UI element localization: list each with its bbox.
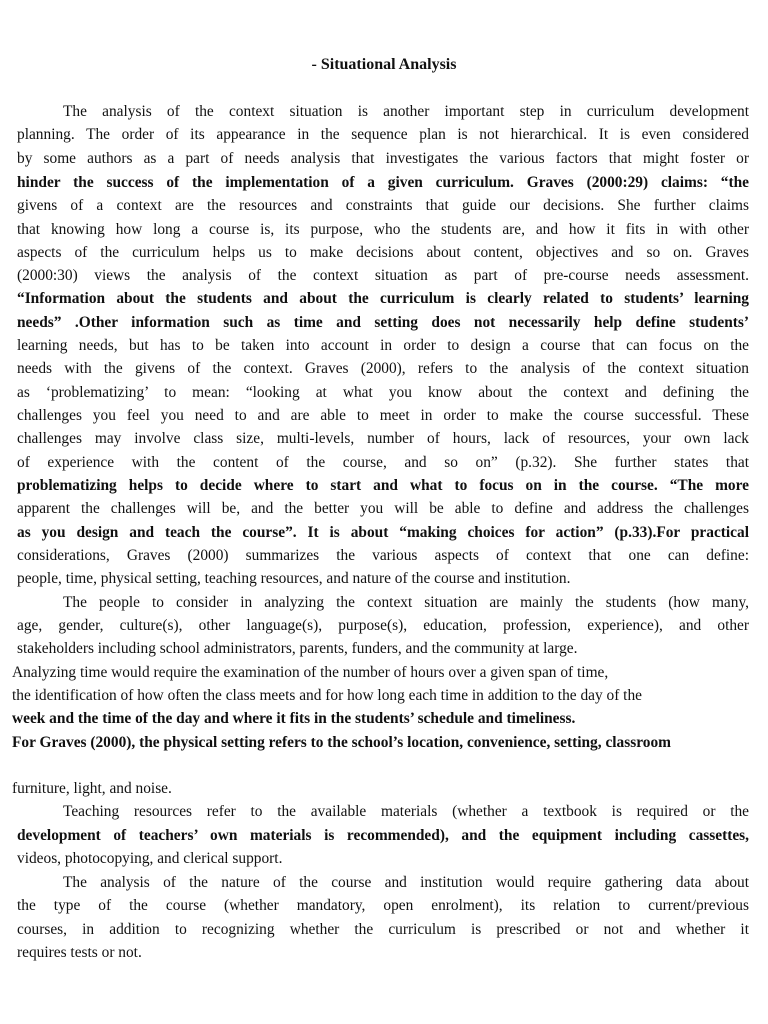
text-line: givens of a context are the resources and constraints that guide our decisions. She further claims xyxy=(17,197,749,214)
text-line: videos, photocopying, and clerical support. xyxy=(17,850,283,867)
text-line: For Graves (2000), the physical setting refers to the school’s location, convenience, setting, classroom xyxy=(12,734,671,751)
text-line: age, gender, culture(s), other language(s), purpose(s), education, profession, experience), and other xyxy=(17,617,749,634)
text-line: that knowing how long a course is, its purpose, who the students are, and how it fits in with other xyxy=(17,221,749,238)
text-line: by some authors as a part of needs analysis that investigates the various factors that might foster or xyxy=(17,150,749,167)
text-line: of experience with the content of the course, and so on” (p.32). She further states that xyxy=(17,454,749,471)
text-line: furniture, light, and noise. xyxy=(12,780,172,797)
text-line: challenges may involve class size, multi-levels, number of hours, lack of resources, your own lack xyxy=(17,430,749,447)
text-line: as ‘problematizing’ to mean: “looking at what you know about the context and defining the xyxy=(17,384,749,401)
text-line: challenges you feel you need to and are able to meet in order to make the course successful. These xyxy=(17,407,749,424)
text-line: hinder the success of the implementation of a given curriculum. Graves (2000:29) claims: “the xyxy=(17,174,749,191)
text-line: people, time, physical setting, teaching resources, and nature of the course and institution. xyxy=(17,570,571,587)
text-line: The analysis of the nature of the course and institution would require gathering data about xyxy=(63,874,749,891)
text-line: planning. The order of its appearance in the sequence plan is not hierarchical. It is even considered xyxy=(17,126,749,143)
text-line: courses, in addition to recognizing whether the curriculum is prescribed or not and whether it xyxy=(17,921,749,938)
text-line: Analyzing time would require the examination of the number of hours over a given span of time, xyxy=(12,664,609,681)
text-line: stakeholders including school administrators, parents, funders, and the community at large. xyxy=(17,640,578,657)
text-line: considerations, Graves (2000) summarizes the various aspects of context that one can define: xyxy=(17,547,749,564)
text-line: Teaching resources refer to the available materials (whether a textbook is required or the xyxy=(63,803,749,820)
text-line: needs with the givens of the context. Graves (2000), refers to the analysis of the context situation xyxy=(17,360,749,377)
text-line: needs” .Other information such as time and setting does not necessarily help define students’ xyxy=(17,314,749,331)
text-line: The people to consider in analyzing the context situation are mainly the students (how many, xyxy=(63,594,749,611)
text-line: requires tests or not. xyxy=(17,944,142,961)
text-line: learning needs, but has to be taken into account in order to design a course that can focus on the xyxy=(17,337,749,354)
text-line: problematizing helps to decide where to start and what to focus on in the course. “The more xyxy=(17,477,749,494)
text-line: The analysis of the context situation is another important step in curriculum development xyxy=(63,103,749,120)
text-line: as you design and teach the course”. It is about “making choices for action” (p.33).For practical xyxy=(17,524,749,541)
text-line: aspects of the curriculum helps us to make decisions about content, objectives and so on. Graves xyxy=(17,244,749,261)
text-line: (2000:30) views the analysis of the context situation as part of pre-course needs assessment. xyxy=(17,267,749,284)
text-line: the identification of how often the class meets and for how long each time in addition to the day of the xyxy=(12,687,642,704)
text-line: week and the time of the day and where it fits in the students’ schedule and timeliness. xyxy=(12,710,576,727)
text-line: the type of the course (whether mandatory, open enrolment), its relation to current/previous xyxy=(17,897,749,914)
text-line: development of teachers’ own materials is recommended), and the equipment including cassettes, xyxy=(17,827,749,844)
text-line: apparent the challenges will be, and the better you will be able to define and address the challenges xyxy=(17,500,749,517)
text-line: “Information about the students and about the curriculum is clearly related to students’ learning xyxy=(17,290,749,307)
document-title: - Situational Analysis xyxy=(311,56,457,73)
